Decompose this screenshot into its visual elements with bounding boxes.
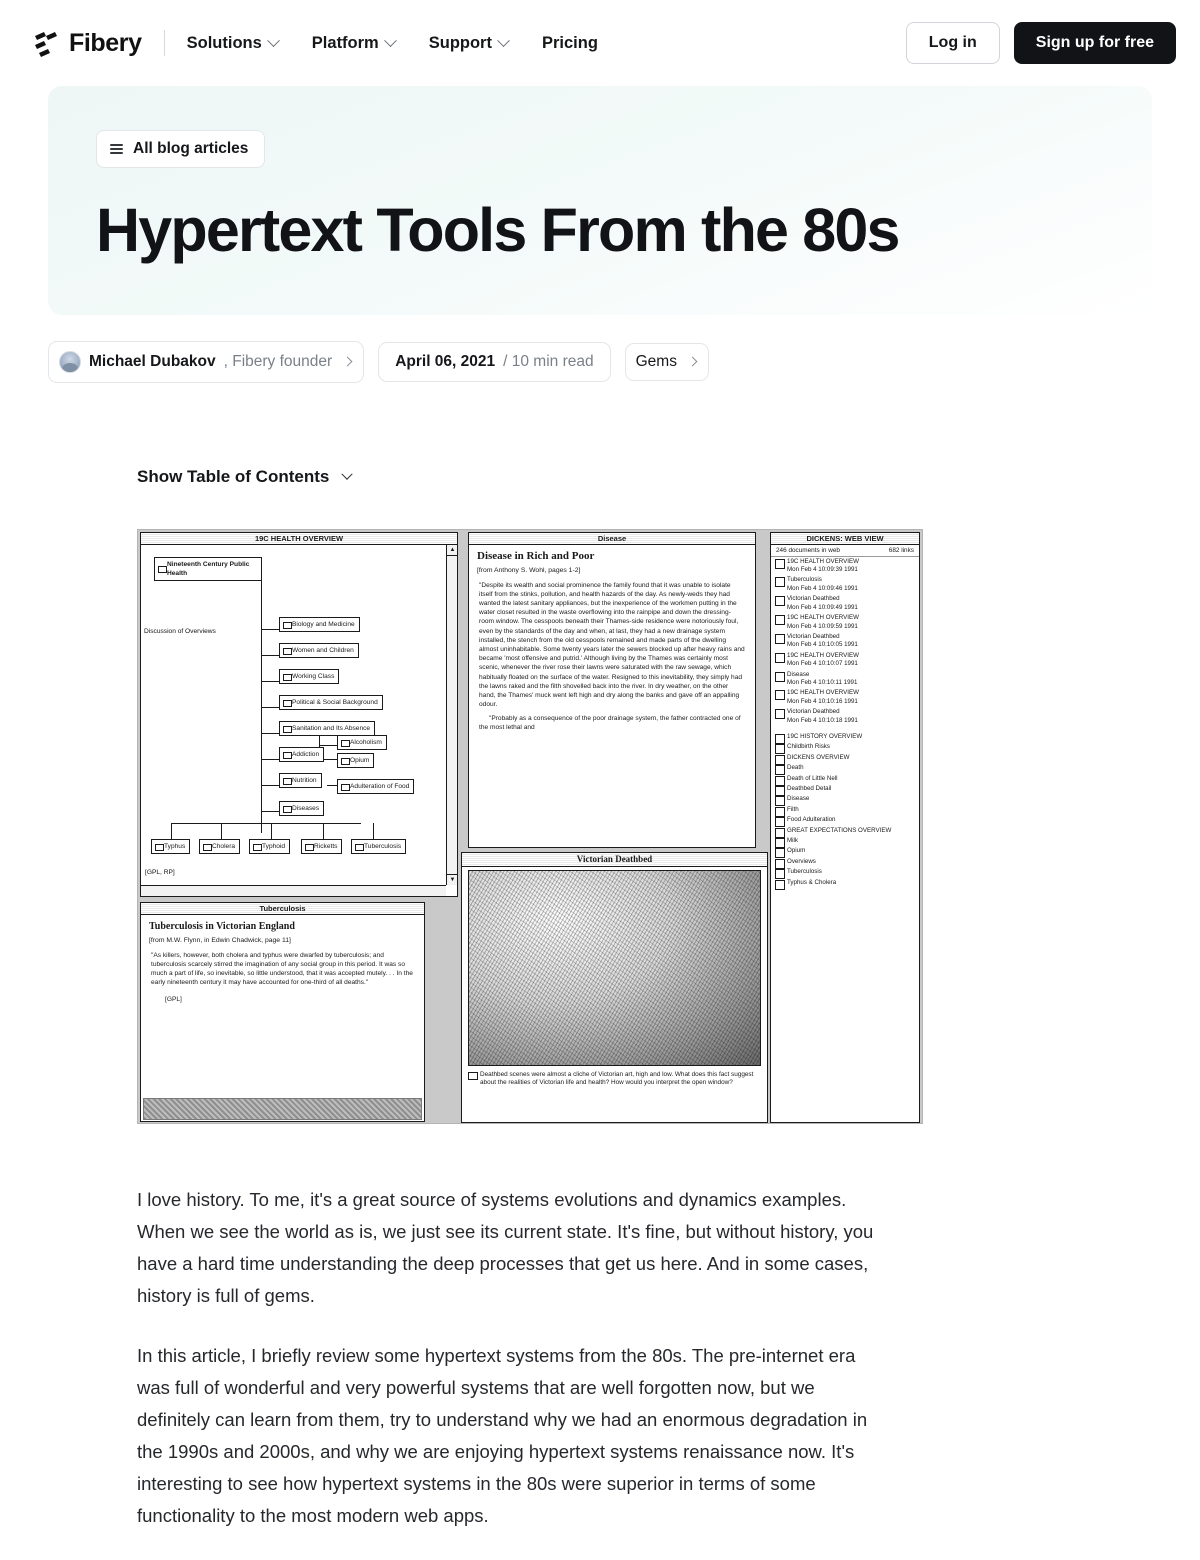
web-list-item[interactable]: Tuberculosis Mon Feb 4 10:09:46 1991 <box>771 575 919 594</box>
tuberculosis-footer: [GPL] <box>165 996 182 1004</box>
all-blog-articles-button[interactable] <box>96 130 265 168</box>
article-paragraph: I love history. To me, it's a great source of systems evolutions and dynamics examples. When we see the world as is, we just see its current state. It's fine, but without history, you have a hard time understanding the deep processes that get us here. And in some cases, history is full of gems. <box>137 1188 874 1306</box>
nav-item-solutions[interactable] <box>187 35 278 52</box>
tuberculosis-heading: Tuberculosis in Victorian England <box>149 920 295 932</box>
map-node-food-adulteration[interactable]: Adulteration of Food <box>337 779 414 794</box>
login-button[interactable]: Log in <box>906 22 1000 64</box>
map-node-opium[interactable]: Opium <box>337 753 374 768</box>
toggle-table-of-contents[interactable] <box>137 467 351 487</box>
nav-label-solutions: Solutions <box>186 33 262 52</box>
chevron-down-icon <box>384 34 397 47</box>
map-node-root-label: Nineteenth Century Public Health <box>167 560 250 577</box>
web-list-item[interactable]: 19C HEALTH OVERVIEW Mon Feb 4 10:09:39 1991 <box>771 557 919 576</box>
map-vertical-scrollbar[interactable] <box>446 545 457 885</box>
map-node-cholera[interactable]: Cholera <box>199 839 240 854</box>
map-node-nutrition[interactable]: Nutrition <box>279 773 322 788</box>
nav-item-pricing[interactable] <box>542 35 598 52</box>
article-meta <box>48 341 1200 383</box>
map-node-addiction[interactable]: Addiction <box>279 747 324 762</box>
map-horizontal-scrollbar[interactable] <box>141 885 446 896</box>
web-view-stats <box>771 545 919 557</box>
map-window <box>140 532 458 897</box>
map-node-diseases[interactable]: Diseases <box>279 801 324 816</box>
map-node-political[interactable]: Political & Social Background <box>279 695 383 710</box>
web-list-item[interactable]: Disease <box>771 794 919 804</box>
web-list-item[interactable]: Overviews <box>771 857 919 867</box>
chevron-right-icon <box>343 357 353 367</box>
web-list-item[interactable]: 19C HEALTH OVERVIEW Mon Feb 4 10:09:59 1991 <box>771 613 919 632</box>
nav-label-pricing: Pricing <box>541 33 598 52</box>
main-nav <box>187 35 598 52</box>
brand-name: Fibery <box>69 28 142 57</box>
all-blog-articles-label: All blog articles <box>133 140 249 157</box>
brand-logo[interactable] <box>32 29 142 58</box>
web-list-item[interactable]: DICKENS OVERVIEW <box>771 753 919 763</box>
header-divider <box>164 30 165 56</box>
chevron-down-icon <box>497 34 510 47</box>
map-window-title: 19C HEALTH OVERVIEW <box>141 533 457 545</box>
chevron-down-icon <box>267 34 280 47</box>
scroll-up-arrow-icon[interactable]: ▲ <box>447 545 458 556</box>
web-list-item[interactable]: Childbirth Risks <box>771 742 919 752</box>
map-footer-label: [GPL, RP] <box>145 868 175 876</box>
chevron-down-icon <box>342 468 353 479</box>
web-list-item[interactable]: Victorian Deathbed Mon Feb 4 10:10:18 1991 <box>771 707 919 726</box>
deathbed-window <box>461 852 768 1123</box>
read-time: / 10 min read <box>503 352 594 370</box>
tuberculosis-window <box>140 902 425 1122</box>
top-navigation-bar <box>0 0 1200 86</box>
signup-button[interactable]: Sign up for free <box>1014 22 1176 64</box>
web-links-count: 682 links <box>888 546 914 554</box>
disease-window-title: Disease <box>469 533 755 545</box>
web-view-window <box>770 532 920 1123</box>
web-list-item[interactable]: 19C HISTORY OVERVIEW <box>771 732 919 742</box>
web-list-item[interactable]: Disease Mon Feb 4 10:10:11 1991 <box>771 670 919 689</box>
tuberculosis-source: [from M.W. Flynn, in Edwin Chadwick, page 11] <box>149 936 291 944</box>
category-chip[interactable] <box>625 343 709 381</box>
map-node-working-class[interactable]: Working Class <box>279 669 339 684</box>
web-list-item[interactable]: Typhus & Cholera <box>771 878 919 888</box>
web-list-item[interactable]: Food Adulteration <box>771 815 919 825</box>
article-body <box>137 1184 889 1532</box>
disease-source: [from Anthony S. Wohl, pages 1-2] <box>477 566 581 574</box>
web-documents-count: 246 documents in web <box>776 546 840 554</box>
web-list-item[interactable]: Victorian Deathbed Mon Feb 4 10:10:05 1991 <box>771 632 919 651</box>
map-node-typhoid[interactable]: Typhoid <box>249 839 290 854</box>
web-list-item[interactable]: Milk <box>771 836 919 846</box>
map-node-biology[interactable]: Biology and Medicine <box>279 617 360 632</box>
map-side-label: Discussion of Overviews <box>144 627 216 635</box>
map-node-sanitation[interactable]: Sanitation and Its Absence <box>279 721 375 736</box>
header-actions <box>906 22 1176 64</box>
publish-date: April 06, 2021 <box>395 352 496 370</box>
author-name: Michael Dubakov <box>89 352 216 370</box>
author-role: , Fibery founder <box>223 352 333 370</box>
nav-item-platform[interactable] <box>312 35 395 52</box>
web-list-item[interactable]: Filth <box>771 805 919 815</box>
disease-window <box>468 532 756 848</box>
article-hero <box>48 86 1152 315</box>
disease-body-continued: "Probably as a consequence of the poor drainage system, the father contracted one of the most lethal and <box>479 714 741 731</box>
tuberculosis-window-bottom-strip <box>143 1098 422 1120</box>
map-node-ricketts[interactable]: Ricketts <box>301 839 342 854</box>
date-chip <box>378 342 610 382</box>
page-title: Hypertext Tools From the 80s <box>96 196 899 264</box>
web-list-item[interactable]: Opium <box>771 846 919 856</box>
toc-label: Show Table of Contents <box>137 466 330 486</box>
map-node-tuberculosis[interactable]: Tuberculosis <box>351 839 406 854</box>
deathbed-illustration <box>468 870 761 1066</box>
article-paragraph: In this article, I briefly review some hypertext systems from the 80s. The pre-internet era was full of wonderful and very powerful systems that are well forgotten now, but we definitely can learn from them, try to understand why we had an enormous degradation in the 1990s and 2000s, and why we are enjoying hypertext systems renaissance now. It's interesting to see how hypertext systems in the 80s were superior in terms of some functionality to the most modern web apps. <box>137 1344 868 1526</box>
web-list-item[interactable]: 19C HEALTH OVERVIEW Mon Feb 4 10:10:16 1991 <box>771 688 919 707</box>
tuberculosis-window-title: Tuberculosis <box>141 903 424 915</box>
article-figure-intermedia-screenshot <box>137 529 923 1124</box>
category-label: Gems <box>635 352 677 370</box>
disease-heading: Disease in Rich and Poor <box>477 549 595 562</box>
tuberculosis-body: "As killers, however, both cholera and typhus were dwarfed by tuberculosis; and tuberculosis scarcely stirred the imagination of any social group in this period. It was so much a part of life, so inevitable, so little understood, that it was accepted mutely. . . In the early nineteenth century it may have accounted for one-third of all deaths." <box>151 951 413 987</box>
web-view-title: DICKENS: WEB VIEW <box>771 533 919 545</box>
fibery-logo-icon <box>32 29 60 57</box>
scroll-down-arrow-icon[interactable]: ▼ <box>447 874 458 885</box>
deathbed-caption: Deathbed scenes were almost a cliche of Victorian art, high and low. What does this fact suggest about the realities of Victorian life and health? How would you interpret the open window? <box>462 1069 767 1090</box>
web-list-item[interactable]: 19C HEALTH OVERVIEW Mon Feb 4 10:10:07 1991 <box>771 651 919 670</box>
nav-label-platform: Platform <box>311 33 379 52</box>
chevron-right-icon <box>688 357 698 367</box>
map-node-root[interactable] <box>154 557 262 581</box>
web-list-item[interactable]: Deathbed Detail <box>771 784 919 794</box>
web-list-item[interactable]: Death <box>771 763 919 773</box>
deathbed-window-title: Victorian Deathbed <box>462 853 767 867</box>
web-list-item[interactable]: Tuberculosis <box>771 867 919 877</box>
avatar <box>59 351 81 373</box>
map-node-alcoholism[interactable]: Alcoholism <box>337 735 387 750</box>
web-list-item[interactable]: Victorian Deathbed Mon Feb 4 10:09:49 1991 <box>771 594 919 613</box>
map-node-women[interactable]: Women and Children <box>279 643 359 658</box>
web-list-item[interactable]: GREAT EXPECTATIONS OVERVIEW <box>771 826 919 836</box>
menu-icon <box>110 144 123 154</box>
nav-label-support: Support <box>428 33 492 52</box>
map-node-typhus[interactable]: Typhus <box>151 839 190 854</box>
disease-body: "Despite its wealth and social prominence the family found that it was unable to isolate itself from the stinks, pollution, and health hazards of the day. As newly-weds they had wanted the latest sanitary appliances, but the inexperience of the workmen putting in the water closet resulted in the waste overflowing into the rainpipe and down the dressing-room window. The cesspools beneath their Thames-side residence were notoriously foul, even by the standards of the day and when, at last, they had a new drainage system installed, the stench from the old cesspools remained and made parts of the dwelling almost uninhabitable. Some twenty years later the sewers blocked up after heavy rains and became 'most offensive and putrid.' Although living by the Thames was certainly most scenic, whenever the river rose their lawns were saturated with the raw sewage, which habitually floated on the surface of the water. Resigned to this inevitability, they simply had the lawns raked and the filth shovelled back into the river. In dry weather, on the other hand, the Thames' muck went left high and dry along the banks and gave off an appalling odour. <box>479 581 745 709</box>
web-list-item[interactable]: Death of Little Nell <box>771 774 919 784</box>
author-chip[interactable] <box>48 341 364 383</box>
nav-item-support[interactable] <box>429 35 508 52</box>
